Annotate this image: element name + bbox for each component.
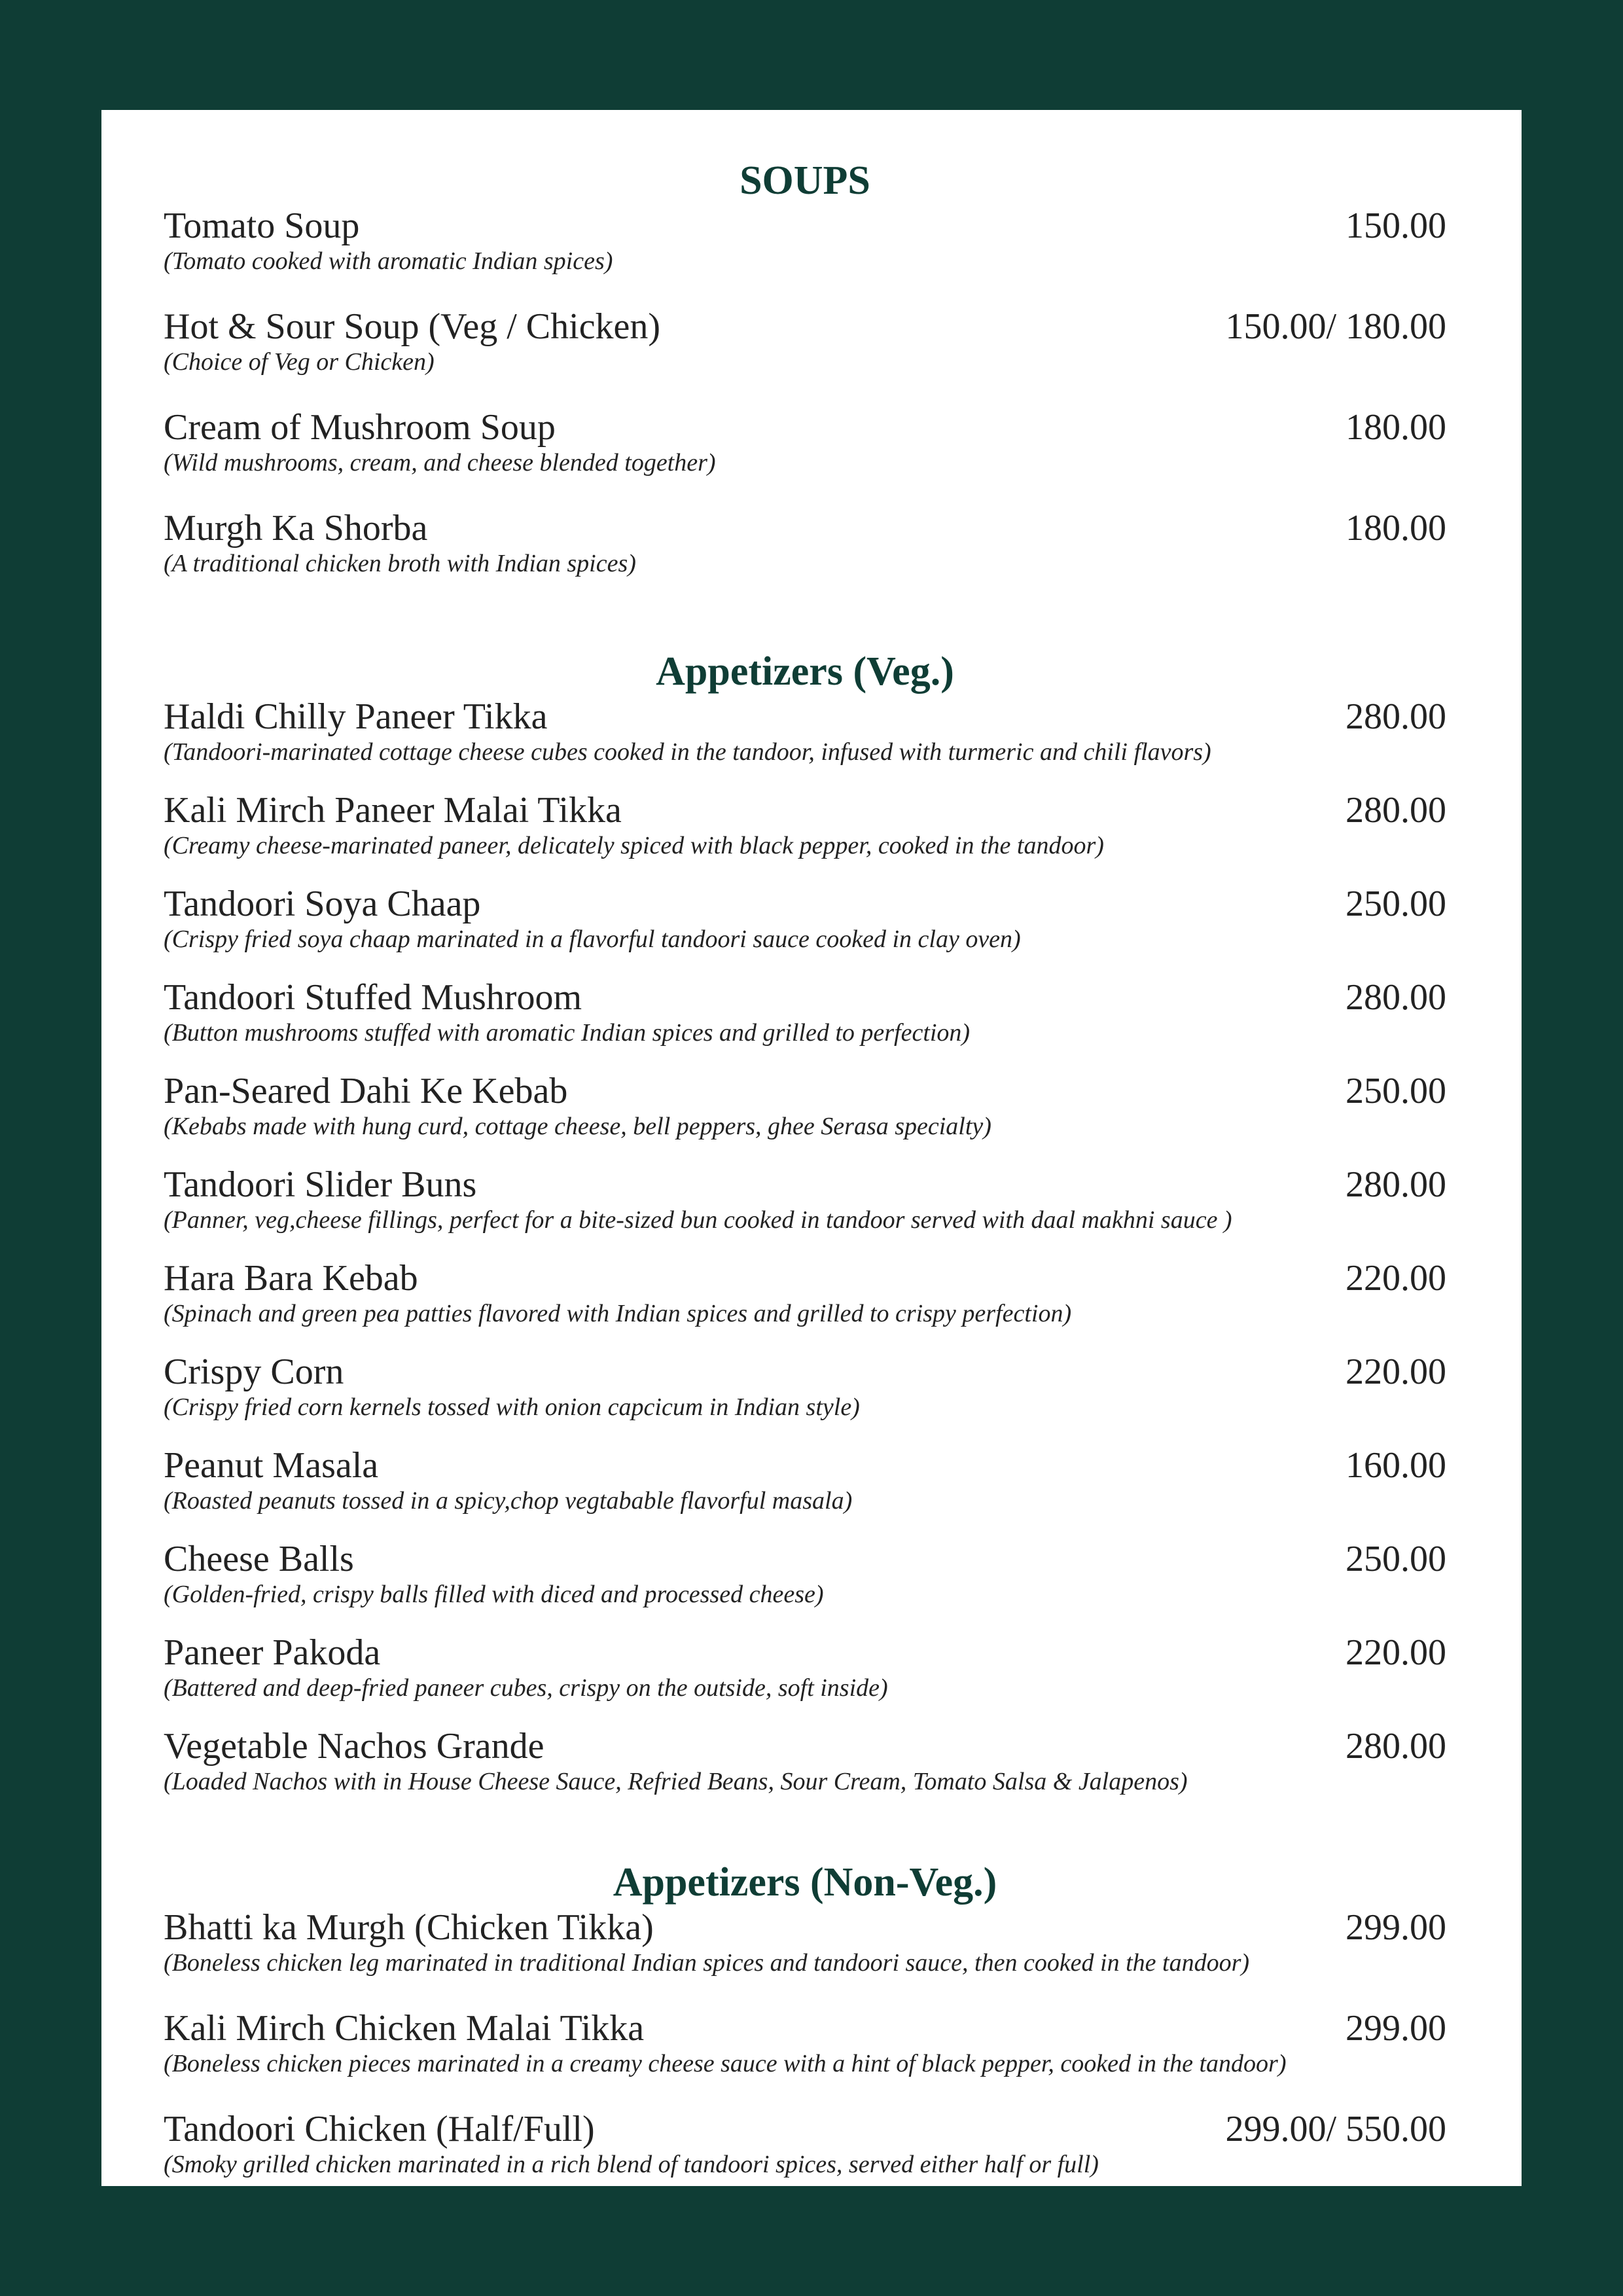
menu-item bbox=[164, 1164, 1446, 1258]
menu-item-description: (Loaded Nachos with in House Cheese Sauce, Refried Beans, Sour Cream, Tomato Salsa & Jalapenos) bbox=[164, 1768, 1188, 1795]
menu-item-description: (Button mushrooms stuffed with aromatic Indian spices and grilled to perfection) bbox=[164, 1019, 971, 1047]
menu-item-description: (Kebabs made with hung curd, cottage cheese, bell peppers, ghee Serasa specialty) bbox=[164, 1113, 991, 1140]
menu-item-description: (Tandoori-marinated cottage cheese cubes cooked in the tandoor, infused with turmeric and chili flavors) bbox=[164, 738, 1211, 766]
menu-item-price: 250.00 bbox=[1346, 1539, 1446, 1579]
menu-item-description: (Smoky grilled chicken marinated in a rich blend of tandoori spices, served either half or full) bbox=[164, 2151, 1099, 2178]
menu-item-price: 220.00 bbox=[1346, 1632, 1446, 1673]
menu-item-price: 250.00 bbox=[1346, 1071, 1446, 1111]
menu-item bbox=[164, 2008, 1446, 2109]
menu-item bbox=[164, 884, 1446, 977]
menu-item-price: 220.00 bbox=[1346, 1352, 1446, 1392]
item-list bbox=[164, 696, 1446, 1820]
menu-item bbox=[164, 1632, 1446, 1726]
menu-item bbox=[164, 1352, 1446, 1445]
menu-item-row bbox=[164, 1352, 1446, 1392]
menu-item-description: (Wild mushrooms, cream, and cheese blended together) bbox=[164, 449, 716, 476]
menu-item-price: 150.00/ 180.00 bbox=[1225, 306, 1446, 347]
menu-item-price: 180.00 bbox=[1346, 508, 1446, 548]
menu-item-description: (Boneless chicken leg marinated in traditional Indian spices and tandoori sauce, then cooked in the tandoor) bbox=[164, 1949, 1250, 1977]
menu-item bbox=[164, 1258, 1446, 1352]
menu-item-name: Cheese Balls bbox=[164, 1539, 354, 1579]
menu-item-price: 280.00 bbox=[1346, 696, 1446, 737]
menu-item-price: 280.00 bbox=[1346, 1164, 1446, 1205]
menu-item-description: (Spinach and green pea patties flavored with Indian spices and grilled to crispy perfection) bbox=[164, 1300, 1072, 1327]
menu-item bbox=[164, 508, 1446, 609]
menu-item-description: (Tomato cooked with aromatic Indian spices) bbox=[164, 247, 613, 275]
menu-item-name: Bhatti ka Murgh (Chicken Tikka) bbox=[164, 1907, 654, 1948]
menu-item-name: Tomato Soup bbox=[164, 206, 360, 246]
menu-item-name: Tandoori Soya Chaap bbox=[164, 884, 481, 924]
menu-item-price: 299.00 bbox=[1346, 1907, 1446, 1948]
menu-item-price: 220.00 bbox=[1346, 1258, 1446, 1299]
menu-item-name: Tandoori Chicken (Half/Full) bbox=[164, 2109, 595, 2149]
item-list bbox=[164, 1907, 1446, 2210]
menu-item-row bbox=[164, 1258, 1446, 1299]
menu-item-row bbox=[164, 977, 1446, 1018]
menu-page bbox=[101, 110, 1522, 2186]
menu-item-description: (Crispy fried corn kernels tossed with onion capcicum in Indian style) bbox=[164, 1393, 860, 1421]
menu-item-row bbox=[164, 2109, 1446, 2149]
menu-item-price: 250.00 bbox=[1346, 884, 1446, 924]
menu-item-name: Peanut Masala bbox=[164, 1445, 379, 1486]
menu-item-row bbox=[164, 2008, 1446, 2049]
menu-item bbox=[164, 1071, 1446, 1164]
menu-item-price: 150.00 bbox=[1346, 206, 1446, 246]
menu-item bbox=[164, 1726, 1446, 1820]
menu-item-name: Haldi Chilly Paneer Tikka bbox=[164, 696, 548, 737]
menu-item bbox=[164, 306, 1446, 407]
menu-item-description: (Creamy cheese-marinated paneer, delicately spiced with black pepper, cooked in the tandoor) bbox=[164, 832, 1104, 859]
menu-item-price: 280.00 bbox=[1346, 790, 1446, 831]
menu-item-price: 299.00 bbox=[1346, 2008, 1446, 2049]
menu-item-description: (Golden-fried, crispy balls filled with diced and processed cheese) bbox=[164, 1581, 824, 1608]
menu-item-row bbox=[164, 1071, 1446, 1111]
menu-item-name: Cream of Mushroom Soup bbox=[164, 407, 556, 448]
menu-item-row bbox=[164, 1632, 1446, 1673]
menu-item bbox=[164, 2109, 1446, 2210]
menu-item-name: Crispy Corn bbox=[164, 1352, 344, 1392]
menu-item-name: Hara Bara Kebab bbox=[164, 1258, 418, 1299]
menu-item-row bbox=[164, 1164, 1446, 1205]
menu-item-row bbox=[164, 508, 1446, 548]
menu-item-description: (Crispy fried soya chaap marinated in a flavorful tandoori sauce cooked in clay oven) bbox=[164, 925, 1021, 953]
menu-item bbox=[164, 1445, 1446, 1539]
menu-item-description: (Choice of Veg or Chicken) bbox=[164, 348, 435, 376]
menu-item-description: (Battered and deep-fried paneer cubes, crispy on the outside, soft inside) bbox=[164, 1674, 888, 1702]
item-list bbox=[164, 206, 1446, 609]
menu-item-price: 280.00 bbox=[1346, 1726, 1446, 1767]
menu-item bbox=[164, 206, 1446, 306]
menu-item-name: Hot & Sour Soup (Veg / Chicken) bbox=[164, 306, 661, 347]
menu-item-description: (Roasted peanuts tossed in a spicy,chop vegtabable flavorful masala) bbox=[164, 1487, 853, 1515]
menu-item-name: Paneer Pakoda bbox=[164, 1632, 381, 1673]
menu-item-row bbox=[164, 1907, 1446, 1948]
menu-item-name: Tandoori Slider Buns bbox=[164, 1164, 477, 1205]
menu-item-row bbox=[164, 1539, 1446, 1579]
menu-item bbox=[164, 790, 1446, 884]
menu-item-row bbox=[164, 1445, 1446, 1486]
section-title: Appetizers (Veg.) bbox=[656, 649, 954, 694]
menu-item-name: Kali Mirch Paneer Malai Tikka bbox=[164, 790, 622, 831]
menu-item-row bbox=[164, 1726, 1446, 1767]
menu-item-name: Pan-Seared Dahi Ke Kebab bbox=[164, 1071, 568, 1111]
menu-item-description: (Boneless chicken pieces marinated in a creamy cheese sauce with a hint of black pepper, cooked in the tandoor) bbox=[164, 2050, 1287, 2077]
menu-item-row bbox=[164, 206, 1446, 246]
menu-item-price: 299.00/ 550.00 bbox=[1225, 2109, 1446, 2149]
menu-item bbox=[164, 1907, 1446, 2008]
menu-item-price: 180.00 bbox=[1346, 407, 1446, 448]
menu-item-name: Murgh Ka Shorba bbox=[164, 508, 428, 548]
section-title: Appetizers (Non-Veg.) bbox=[613, 1860, 997, 1905]
menu-item-name: Tandoori Stuffed Mushroom bbox=[164, 977, 582, 1018]
section-appetizers-veg bbox=[164, 647, 1446, 1820]
menu-item-row bbox=[164, 306, 1446, 347]
menu-item-row bbox=[164, 407, 1446, 448]
menu-item bbox=[164, 407, 1446, 508]
menu-item-row bbox=[164, 790, 1446, 831]
menu-item-name: Kali Mirch Chicken Malai Tikka bbox=[164, 2008, 645, 2049]
menu-item bbox=[164, 977, 1446, 1071]
menu-item-row bbox=[164, 884, 1446, 924]
section-soups bbox=[164, 156, 1446, 609]
menu-item-description: (Panner, veg,cheese fillings, perfect for a bite-sized bun cooked in tandoor served with daal makhni sauce ) bbox=[164, 1206, 1232, 1234]
section-title: SOUPS bbox=[740, 158, 870, 203]
menu-item-name: Vegetable Nachos Grande bbox=[164, 1726, 544, 1767]
menu-item-price: 160.00 bbox=[1346, 1445, 1446, 1486]
menu-item-description: (A traditional chicken broth with Indian spices) bbox=[164, 550, 636, 577]
section-appetizers-nonveg bbox=[164, 1857, 1446, 2210]
menu-item-price: 280.00 bbox=[1346, 977, 1446, 1018]
menu-item-row bbox=[164, 696, 1446, 737]
menu-item bbox=[164, 1539, 1446, 1632]
menu-item bbox=[164, 696, 1446, 790]
